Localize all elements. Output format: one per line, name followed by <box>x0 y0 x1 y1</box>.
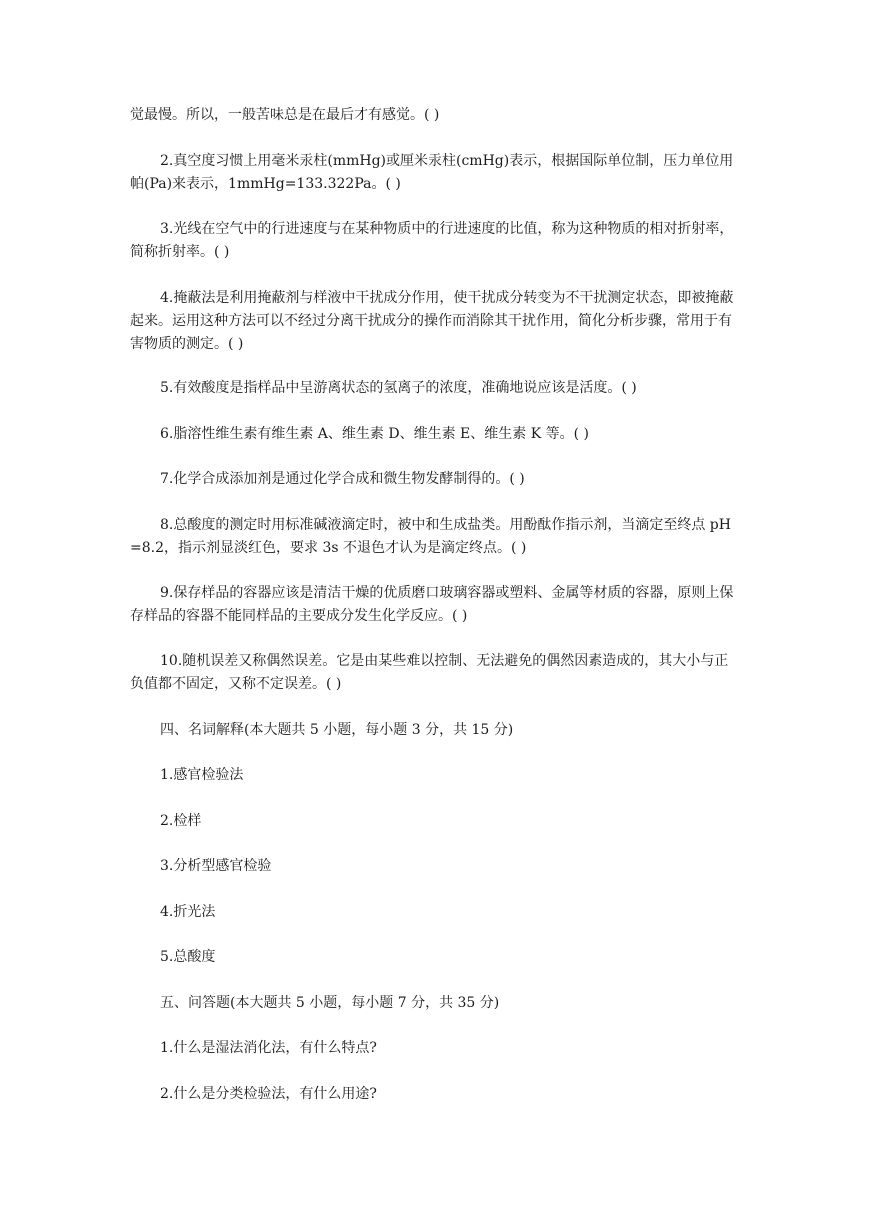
lead-fragment: 觉最慢。所以，一般苦味总是在最后才有感觉。( ) <box>130 107 440 123</box>
section-heading-definitions: 四、名词解释(本大题共 5 小题，每小题 3 分，共 15 分) <box>160 722 514 738</box>
judgment-item-4: 4.掩蔽法是利用掩蔽剂与样液中干扰成分作用，使干扰成分转变为不干扰测定状态，即被掩蔽起来。运用这种方法可以不经过分离干扰成分的操作而消除其干扰作用，简化分析步骤，常用于有害物质的测定。( ) <box>130 290 734 352</box>
definition-item-5: 5.总酸度 <box>160 949 216 965</box>
judgment-item-5: 5.有效酸度是指样品中呈游离状态的氢离子的浓度，准确地说应该是活度。( ) <box>160 380 637 396</box>
judgment-item-3: 3.光线在空气中的行进速度与在某种物质中的行进速度的比值，称为这种物质的相对折射率，简称折射率。( ) <box>130 221 734 260</box>
judgment-item-9: 9.保存样品的容器应该是清洁干燥的优质磨口玻璃容器或塑料、金属等材质的容器，原则上保存样品的容器不能同样品的主要成分发生化学反应。( ) <box>130 585 734 624</box>
section-heading-questions: 五、问答题(本大题共 5 小题，每小题 7 分，共 35 分) <box>160 995 500 1011</box>
definition-item-1: 1.感官检验法 <box>160 767 244 783</box>
judgment-item-10: 10.随机误差又称偶然误差。它是由某些难以控制、无法避免的偶然因素造成的，其大小与正负值都不固定，又称不定误差。( ) <box>130 653 729 692</box>
judgment-item-2: 2.真空度习惯上用毫米汞柱(mmHg)或厘米汞柱(cmHg)表示，根据国际单位制，压力单位用帕(Pa)来表示，1mmHg=133.322Pa。( ) <box>130 153 734 192</box>
definition-item-3: 3.分析型感官检验 <box>160 858 272 874</box>
judgment-item-7: 7.化学合成添加剂是通过化学合成和微生物发酵制得的。( ) <box>160 471 525 487</box>
question-item-2: 2.什么是分类检验法，有什么用途? <box>160 1086 377 1102</box>
judgment-item-6: 6.脂溶性维生素有维生素 A、维生素 D、维生素 E、维生素 K 等。( ) <box>160 426 589 442</box>
definition-item-2: 2.检样 <box>160 813 202 829</box>
question-item-1: 1.什么是湿法消化法，有什么特点? <box>160 1040 377 1056</box>
judgment-item-8: 8.总酸度的测定时用标准碱液滴定时，被中和生成盐类。用酚酞作指示剂，当滴定至终点 pH=8.2，指示剂显淡红色，要求 3s 不退色才认为是滴定终点。( ) <box>130 517 731 556</box>
definition-item-4: 4.折光法 <box>160 904 216 920</box>
